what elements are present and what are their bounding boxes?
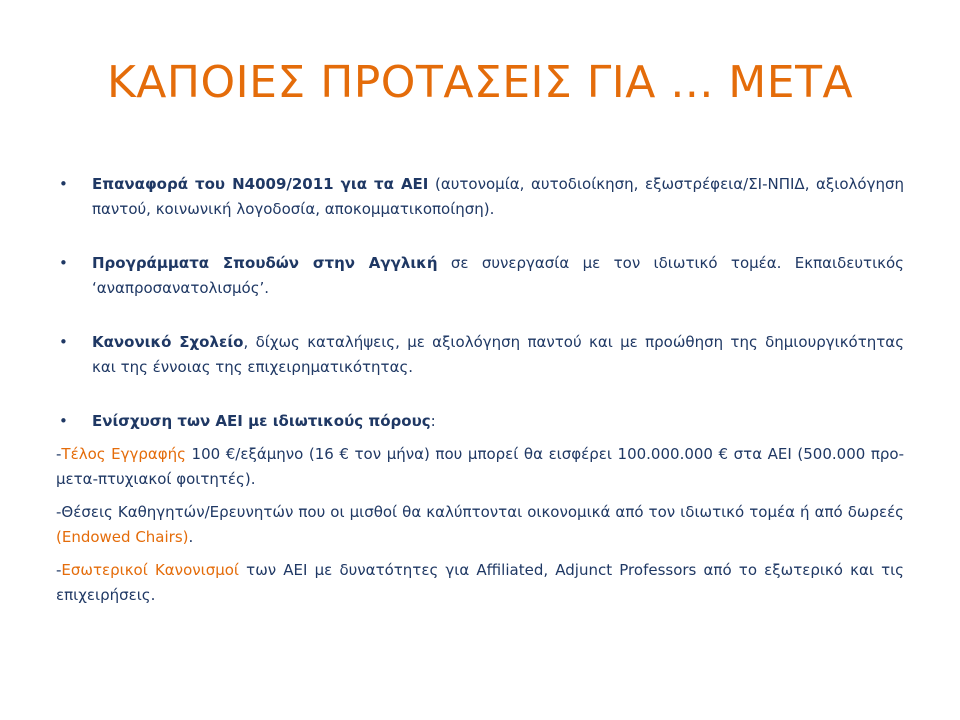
bullet-item-4 [56,409,904,434]
sub-item-1-dash: - [56,445,62,463]
sub-item-3-dash: - [56,561,62,579]
slide-title: ΚΑΠΟΙΕΣ ΠΡΟΤΑΣΕΙΣ ΓΙΑ ... ΜΕΤΑ [106,57,854,108]
bullet-3-bold: Κανονικό Σχολείο [92,333,244,351]
bullet-dot: • [59,333,68,351]
sub-item-3-text: των ΑΕΙ με δυνατότητες για Affiliated, Adjunct Professors από το εξωτερικό και τις επιχειρήσεις. [56,561,904,604]
sub-item-internal-regulations [56,558,904,608]
sub-item-2-text: -Θέσεις Καθηγητών/Ερευνητών που οι μισθοί θα καλύπτονται οικονομικά από τον ιδιωτικό τομέα ή από δωρεές [56,503,904,521]
sub-item-professor-positions [56,500,904,550]
sub-item-2-end: . [188,528,194,546]
bullet-dot: • [59,254,68,272]
bullet-item-2 [56,251,904,301]
bullet-dot: • [59,175,68,193]
sub-item-registration-fee [56,442,904,492]
bullet-item-1 [56,172,904,222]
bullet-2-bold: Προγράμματα Σπουδών στην Αγγλική [92,254,438,272]
bullet-1-text: (αυτονομία, αυτοδιοίκηση, εξωστρέφεια/ΣΙ-ΝΠΙΔ, αξιολόγηση παντού, κοινωνική λογοδοσία, αποκομματικοποίηση). [92,175,904,218]
slide-content [56,172,904,616]
sub-item-1-text: 100 €/εξάμηνο (16 € τον μήνα) που μπορεί θα εισφέρει 100.000.000 € στα ΑΕΙ (500.000 προ-μετα-πτυχιακοί φοιτητές). [56,445,904,488]
bullet-4-bold: Ενίσχυση των ΑΕΙ με ιδιωτικούς πόρους [92,412,431,430]
bullet-2-text: σε συνεργασία με τον ιδιωτικό τομέα. Εκπαιδευτικός ‘αναπροσανατολισμός’. [92,254,904,297]
bullet-1-bold: Επαναφορά του Ν4009/2011 για τα ΑΕΙ [92,175,429,193]
bullet-dot: • [59,412,68,430]
bullet-item-3 [56,330,904,380]
bullet-4-text: : [430,412,436,430]
sub-item-3-highlight: Εσωτερικοί Κανονισμοί [61,561,239,579]
bullet-3-text: , δίχως καταλήψεις, με αξιολόγηση παντού και με προώθηση της δημιουργικότητας και της έννοιας της επιχειρηματικότητας. [92,333,904,376]
sub-item-2-highlight: (Endowed Chairs) [56,528,189,546]
sub-item-1-highlight: Τέλος Εγγραφής [61,445,186,463]
